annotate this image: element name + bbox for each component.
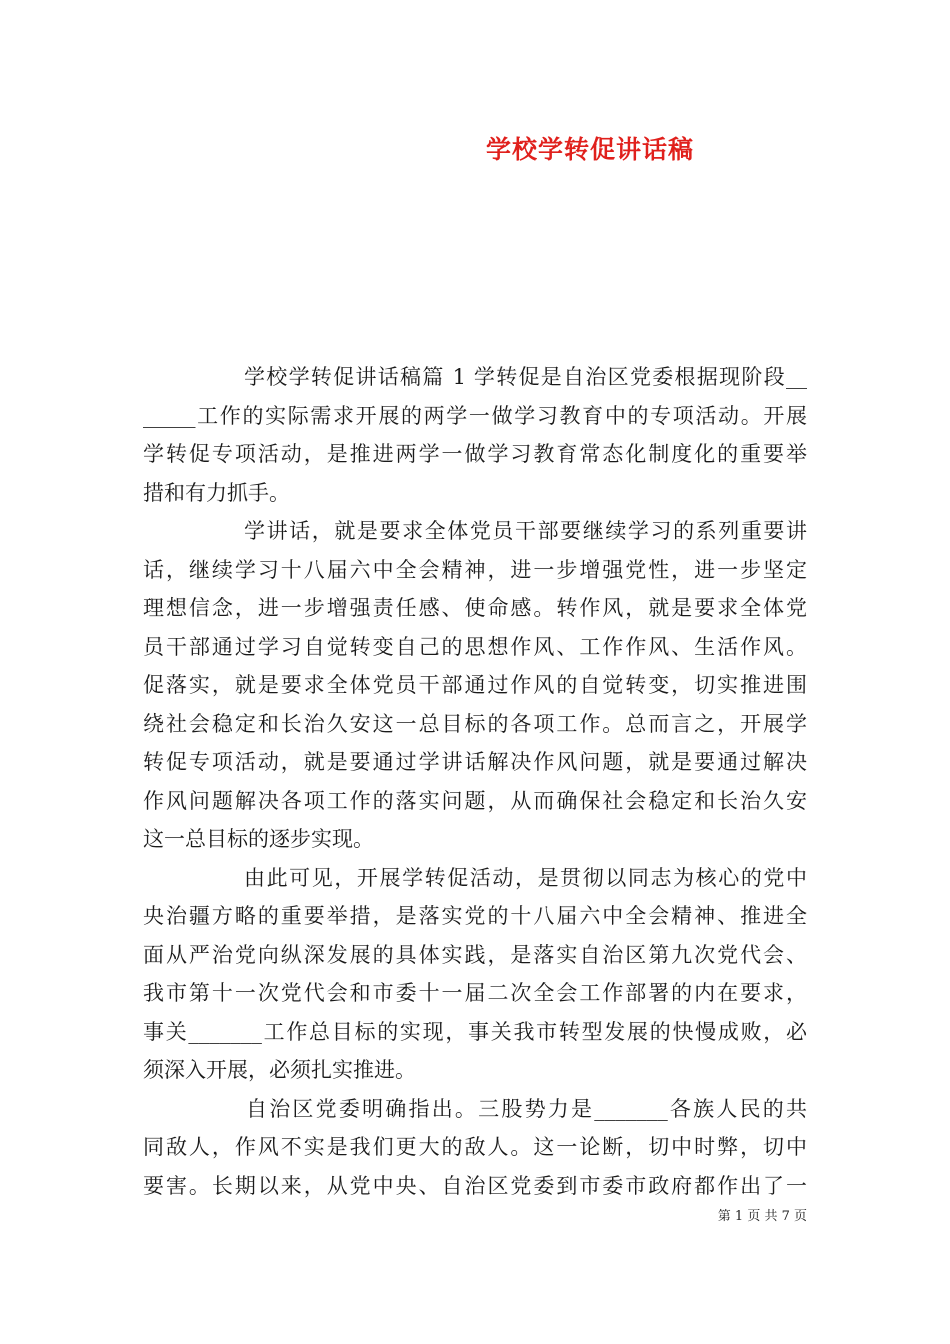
paragraph-1 xyxy=(143,358,807,512)
document-title: 学校学转促讲话稿 xyxy=(485,135,694,164)
paragraph-3 xyxy=(143,859,807,1090)
document-body xyxy=(143,358,807,1205)
text-line: 理想信念，进一步增强责任感、使命感。转作风，就是要求全体党 xyxy=(143,596,807,620)
text-line: _____工作的实际需求开展的两学一做学习教育中的专项活动。开展 xyxy=(143,403,807,428)
text-line: 央治疆方略的重要举措，是落实党的十八届六中全会精神、推进全 xyxy=(143,904,807,928)
text-line: 话，继续学习十八届六中全会精神，进一步增强党性，进一步坚定 xyxy=(143,557,807,582)
paragraph-2 xyxy=(143,512,807,859)
text-line: 由此可见，开展学转促活动，是贯彻以同志为核心的党中 xyxy=(244,865,807,890)
paragraph-4 xyxy=(143,1090,807,1206)
text-line: 这一总目标的逐步实现。 xyxy=(143,827,374,851)
text-line: 事关_______工作总目标的实现，事关我市转型发展的快慢成败，必 xyxy=(143,1019,807,1044)
text-line: 转促专项活动，就是要通过学讲话解决作风问题，就是要通过解决 xyxy=(143,750,807,774)
text-line: 学转促专项活动，是推进两学一做学习教育常态化制度化的重要举 xyxy=(143,442,807,466)
page-number-footer: 第 1 页 共 7 页 xyxy=(717,1209,807,1224)
text-line: 同敌人，作风不实是我们更大的敌人。这一论断，切中时弊，切中 xyxy=(143,1135,807,1159)
text-line: 我市第十一次党代会和市委十一届二次全会工作部署的内在要求， xyxy=(143,981,807,1005)
text-line: 措和有力抓手。 xyxy=(143,480,290,505)
text-line: 促落实，就是要求全体党员干部通过作风的自觉转变，切实推进围 xyxy=(143,673,807,697)
text-line: 自治区党委明确指出。三股势力是_______各族人民的共 xyxy=(246,1096,807,1121)
text-line: 要害。长期以来，从党中央、自治区党委到市委市政府都作出了一 xyxy=(143,1173,807,1198)
text-line: 面从严治党向纵深发展的具体实践，是落实自治区第九次党代会、 xyxy=(143,942,807,967)
text-line: 学讲话，就是要求全体党员干部要继续学习的系列重要讲 xyxy=(244,519,807,543)
text-line: 作风问题解决各项工作的落实问题，从而确保社会稳定和长治久安 xyxy=(143,788,807,813)
text-line: 绕社会稳定和长治久安这一总目标的各项工作。总而言之，开展学 xyxy=(143,711,807,736)
text-line: 须深入开展，必须扎实推进。 xyxy=(143,1058,416,1082)
text-line: 员干部通过学习自觉转变自己的思想作风、工作作风、生活作风。 xyxy=(143,634,807,659)
text-line: 学校学转促讲话稿篇 1 学转促是自治区党委根据现阶段__ xyxy=(244,365,807,389)
